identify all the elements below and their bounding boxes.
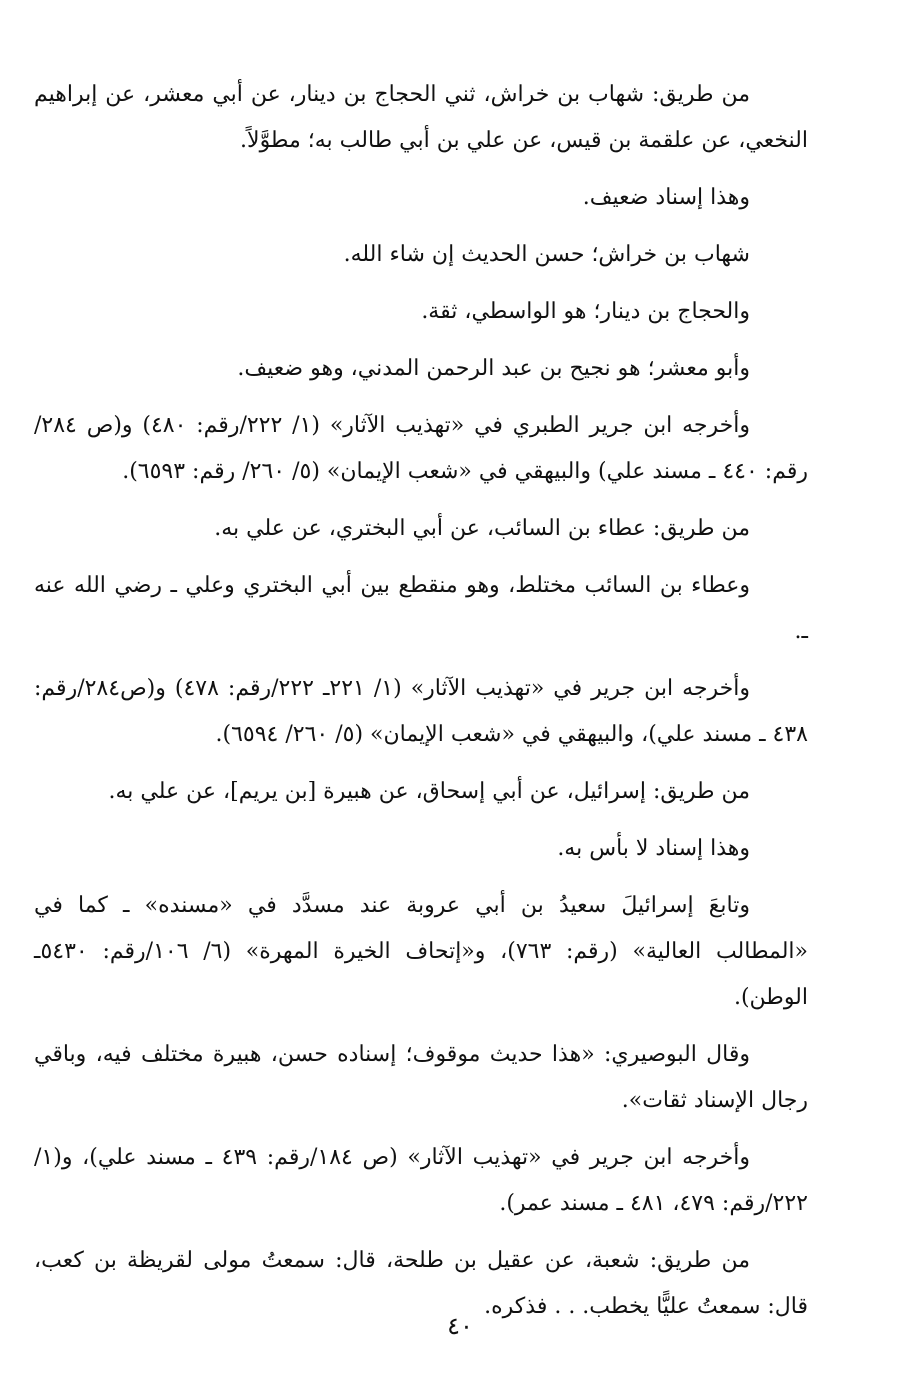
paragraph: والحجاج بن دينار؛ هو الواسطي، ثقة. bbox=[421, 299, 750, 324]
paragraph: وعطاء بن السائب مختلط، وهو منقطع بين أبي البختري وعلي ـ رضي الله عنه ـ. bbox=[34, 573, 808, 644]
paragraph: وأخرجه ابن جرير في «تهذيب الآثار» (ص ١٨٤/رقم: ٤٣٩ ـ مسند علي)، و(١/ ٢٢٢/رقم: ٤٧٩، ٤٨١ ـ مسند عمر). bbox=[34, 1145, 808, 1216]
paragraph: من طريق: شهاب بن خراش، ثني الحجاج بن دينار، عن أبي معشر، عن إبراهيم النخعي، عن علقمة بن قيس، عن علي بن أبي طالب به؛ مطوَّلاً. bbox=[34, 82, 808, 153]
paragraph: وتابعَ إسرائيلَ سعيدُ بن أبي عروبة عند مسدَّد في «مسنده» ـ كما في «المطالب العالية» (رقم: ٧٦٣)، و«إتحاف الخيرة المهرة» (٦/ ١٠٦/رقم: ٥٤٣٠ـ الوطن). bbox=[34, 893, 808, 1010]
paragraph: وقال البوصيري: «هذا حديث موقوف؛ إسناده حسن، هبيرة مختلف فيه، وباقي رجال الإسناد ثقات». bbox=[34, 1042, 808, 1113]
paragraph: وأبو معشر؛ هو نجيح بن عبد الرحمن المدني، وهو ضعيف. bbox=[237, 356, 750, 381]
paragraph: وهذا إسناد ضعيف. bbox=[582, 185, 750, 210]
paragraph: وأخرجه ابن جرير الطبري في «تهذيب الآثار» (١/ ٢٢٢/رقم: ٤٨٠) و(ص ٢٨٤/رقم: ٤٤٠ ـ مسند علي) والبيهقي في «شعب الإيمان» (٥/ ٢٦٠/ رقم: ٦٥٩٣). bbox=[34, 413, 808, 484]
paragraph: من طريق: إسرائيل، عن أبي إسحاق، عن هبيرة [بن يريم]، عن علي به. bbox=[108, 779, 750, 804]
paragraph: شهاب بن خراش؛ حسن الحديث إن شاء الله. bbox=[343, 242, 750, 267]
paragraph: من طريق: شعبة، عن عقيل بن طلحة، قال: سمعتُ مولى لقريظة بن كعب، قال: سمعتُ عليًّا يخطب. . . فذكره. bbox=[34, 1248, 808, 1319]
paragraph: من طريق: عطاء بن السائب، عن أبي البختري، عن علي به. bbox=[214, 516, 750, 541]
paragraph: وأخرجه ابن جرير في «تهذيب الآثار» (١/ ٢٢١ـ ٢٢٢/رقم: ٤٧٨) و(ص٢٨٤/رقم: ٤٣٨ ـ مسند علي)، والبيهقي في «شعب الإيمان» (٥/ ٢٦٠/ ٦٥٩٤). bbox=[34, 676, 808, 747]
page-number: ٤٠ bbox=[447, 1312, 473, 1340]
paragraph: وهذا إسناد لا بأس به. bbox=[557, 836, 750, 861]
body-text bbox=[34, 72, 808, 1330]
